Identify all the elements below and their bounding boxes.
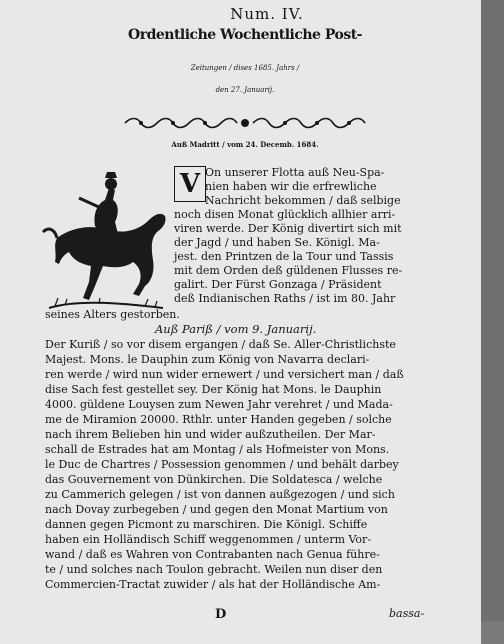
paris-text-line: me de Miramion 20000. Rthlr. unter Handen gegeben / solche bbox=[45, 413, 392, 426]
signature-mark: D bbox=[215, 607, 227, 622]
paris-text-line: das Gouvernement von Dünkirchen. Die Soldatesca / welche bbox=[45, 473, 383, 486]
horse-rider-woodcut-icon bbox=[35, 168, 175, 316]
paris-text-line: Commercien-Tractat zuwider / als hat der Holländische Am- bbox=[45, 578, 381, 591]
madrid-text-line: nien haben wir die erfrewliche bbox=[205, 180, 377, 193]
madrid-text-line: seines Alters gestorben. bbox=[45, 308, 180, 321]
madrid-text-line: On unserer Flotta auß Neu-Spa- bbox=[205, 166, 385, 179]
madrid-text-line: deß Indianischen Raths / ist im 80. Jahr bbox=[174, 292, 396, 305]
paris-text-line: dannen gegen Picmont zu marschiren. Die Königl. Schiffe bbox=[45, 518, 368, 531]
paris-text-line: dise Sach fest gestellet sey. Der König hat Mons. le Dauphin bbox=[45, 383, 382, 396]
catchword: bassa- bbox=[389, 607, 425, 620]
masthead-title: Ordentliche Wochentliche Post- bbox=[128, 27, 362, 43]
madrid-text-line: der Jagd / und haben Se. Königl. Ma- bbox=[174, 236, 380, 249]
masthead-subtitle: Zeitungen / dises 1685. Jahrs / bbox=[190, 64, 300, 72]
paris-text-line: wand / daß es Wahren von Contrabanten nach Genua führe- bbox=[45, 548, 380, 561]
ornament-divider bbox=[121, 116, 369, 130]
madrid-text-line: jest. den Printzen de la Tour und Tassis bbox=[174, 250, 394, 263]
madrid-headline: Auß Madritt / vom 24. Decemb. 1684. bbox=[171, 140, 319, 149]
paris-text-line: haben ein Holländisch Schiff weggenommen / unterm Vor- bbox=[45, 533, 372, 546]
madrid-text-line: galirt. Der Fürst Gonzaga / Präsident bbox=[174, 278, 382, 291]
paris-text-line: le Duc de Chartres / Possession genommen / und behält darbey bbox=[45, 458, 399, 471]
madrid-text-line: mit dem Orden deß güldenen Flusses re- bbox=[174, 264, 403, 277]
paris-text-line: schall de Estrades hat am Montag / als Hofmeister von Mons. bbox=[45, 443, 390, 456]
paris-text-line: Der Kuriß / so vor disem ergangen / daß Se. Aller-Christlichste bbox=[45, 338, 396, 351]
paris-text-line: te / und solches nach Toulon gebracht. Weilen nun diser den bbox=[45, 563, 383, 576]
drop-cap: V bbox=[174, 166, 206, 202]
issue-date: den 27. Januarij. bbox=[215, 86, 275, 94]
madrid-text-line: noch disen Monat glücklich allhier arri- bbox=[174, 208, 396, 221]
paris-text-line: zu Cammerich gelegen / ist von dannen außgezogen / und sich bbox=[45, 488, 395, 501]
madrid-text-line: viren werde. Der König divertirt sich mit bbox=[174, 222, 402, 235]
newspaper-page bbox=[9, 0, 481, 644]
paris-text-line: nach Dovay zurbegeben / und gegen den Monat Martium von bbox=[45, 503, 388, 516]
paris-text-line: nach ihrem Belieben hin und wider außzutheilen. Der Mar- bbox=[45, 428, 376, 441]
paris-text-line: ren werde / wird nun wider ernewert / und versichert man / daß bbox=[45, 368, 404, 381]
paris-text-line: Majest. Mons. le Dauphin zum König von Navarra declari- bbox=[45, 353, 370, 366]
paris-text-line: 4000. güldene Louysen zum Newen Jahr verehret / und Mada- bbox=[45, 398, 393, 411]
issue-number: Num. IV. bbox=[230, 5, 304, 23]
madrid-text-line: Nachricht bekommen / daß selbige bbox=[205, 194, 401, 207]
scan-shadow-right bbox=[481, 0, 504, 644]
paris-dateline: Auß Pariß / vom 9. Januarij. bbox=[155, 322, 317, 336]
scan-edge bbox=[0, 0, 9, 644]
